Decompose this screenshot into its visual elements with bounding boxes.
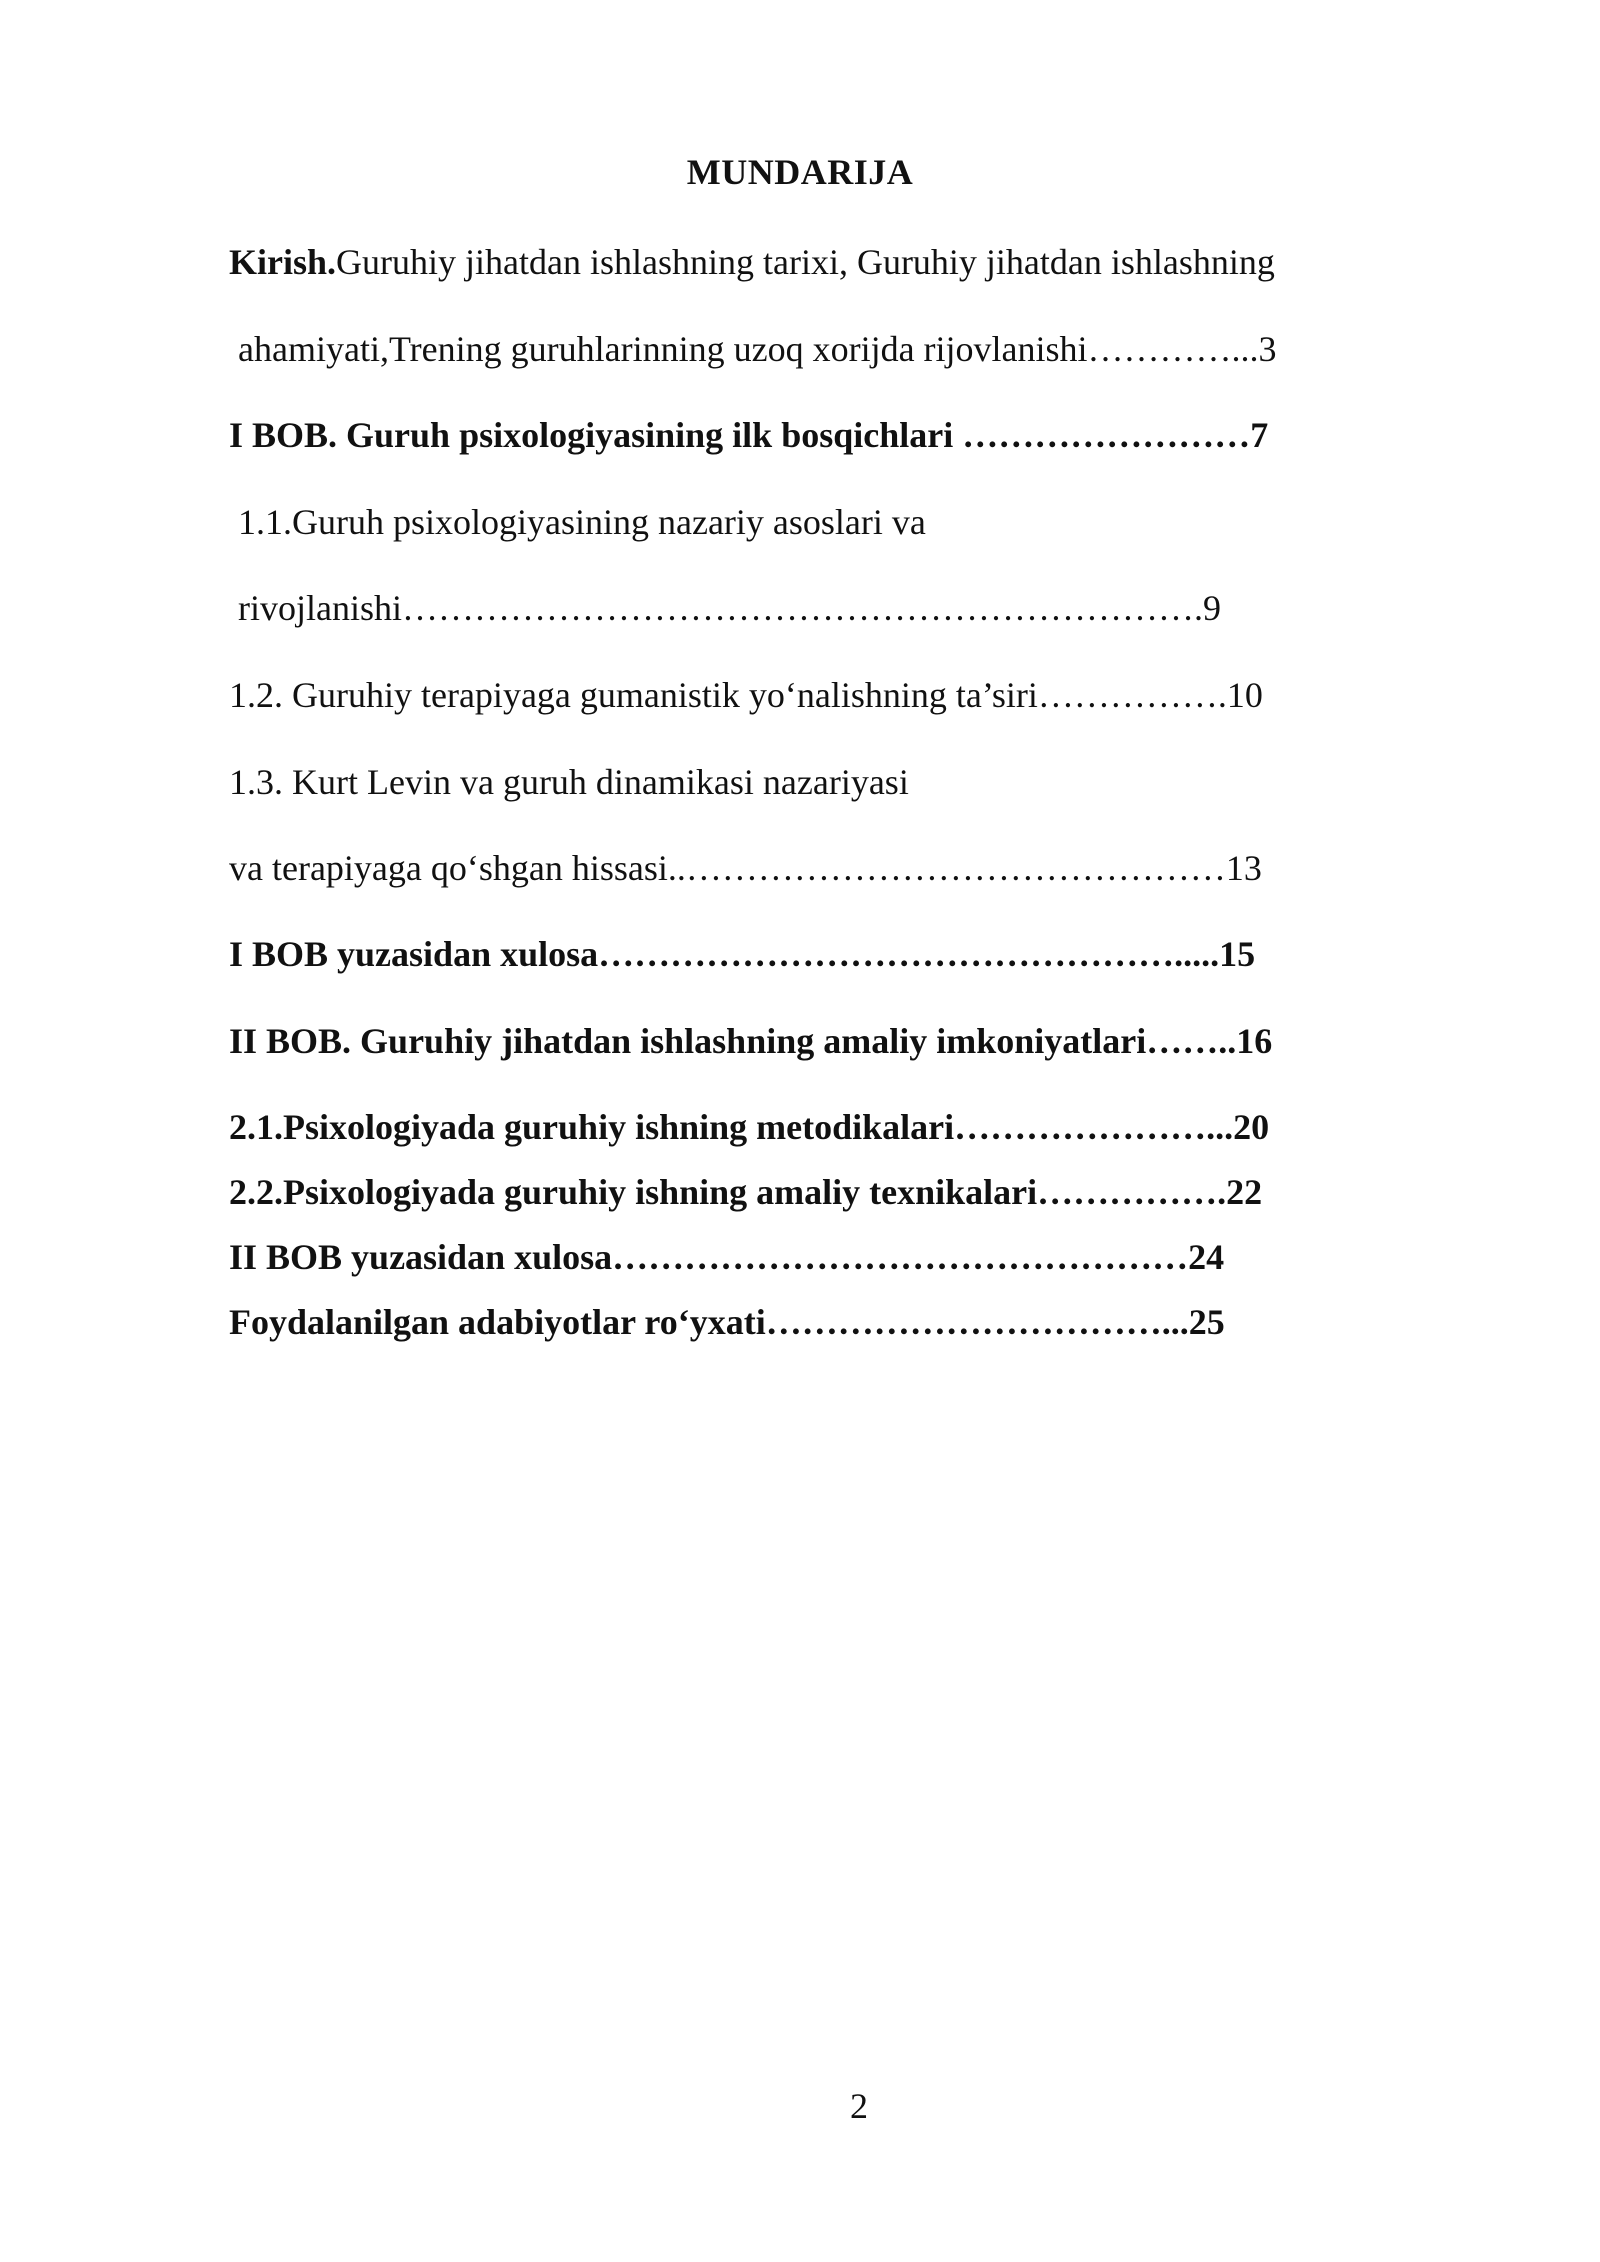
toc-entry-chapter-1: I BOB. Guruh psixologiyasining ilk bosqichlari ……………………7	[229, 415, 1269, 455]
toc-entry-chapter-1-conclusion: I BOB yuzasidan xulosa………………………………………….....15	[229, 934, 1256, 974]
toc-entry-text: Guruhiy jihatdan ishlashning tarixi, Guruhiy jihatdan ishlashning	[336, 242, 1275, 282]
toc-entry-chapter-2-conclusion: II BOB yuzasidan xulosa…………………………………………24	[229, 1237, 1225, 1277]
toc-entry-section-1-1: 1.1.Guruh psixologiyasining nazariy asoslari va	[238, 502, 926, 542]
toc-entry-introduction	[229, 240, 1275, 284]
toc-entry-section-1-2: 1.2. Guruhiy terapiyaga gumanistik yo‘nalishning ta’siri…………….10	[229, 675, 1263, 715]
page-number: 2	[850, 2086, 868, 2126]
toc-entry-section-2-1: 2.1.Psixologiyada guruhiy ishning metodikalari…………………...20	[229, 1107, 1270, 1147]
toc-entry-lead: Kirish.	[229, 242, 337, 282]
toc-entry-chapter-2: II BOB. Guruhiy jihatdan ishlashning amaliy imkoniyatlari……..16	[229, 1021, 1273, 1061]
toc-entry-introduction-continued: ahamiyati,Trening guruhlarinning uzoq xorijda rijovlanishi…………...3	[238, 329, 1277, 369]
toc-entry-section-1-3-continued: va terapiyaga qo‘shgan hissasi..………………………………………13	[229, 848, 1262, 888]
toc-entry-section-1-1-continued: rivojlanishi………………………………………………………….9	[238, 588, 1221, 628]
toc-entry-section-2-2: 2.2.Psixologiyada guruhiy ishning amaliy texnikalari…………….22	[229, 1172, 1263, 1212]
toc-entry-section-1-3: 1.3. Kurt Levin va guruh dinamikasi nazariyasi	[229, 762, 909, 802]
page-title: MUNDARIJA	[686, 152, 914, 192]
toc-entry-bibliography: Foydalanilgan adabiyotlar ro‘yxati……………………………...25	[229, 1302, 1225, 1342]
